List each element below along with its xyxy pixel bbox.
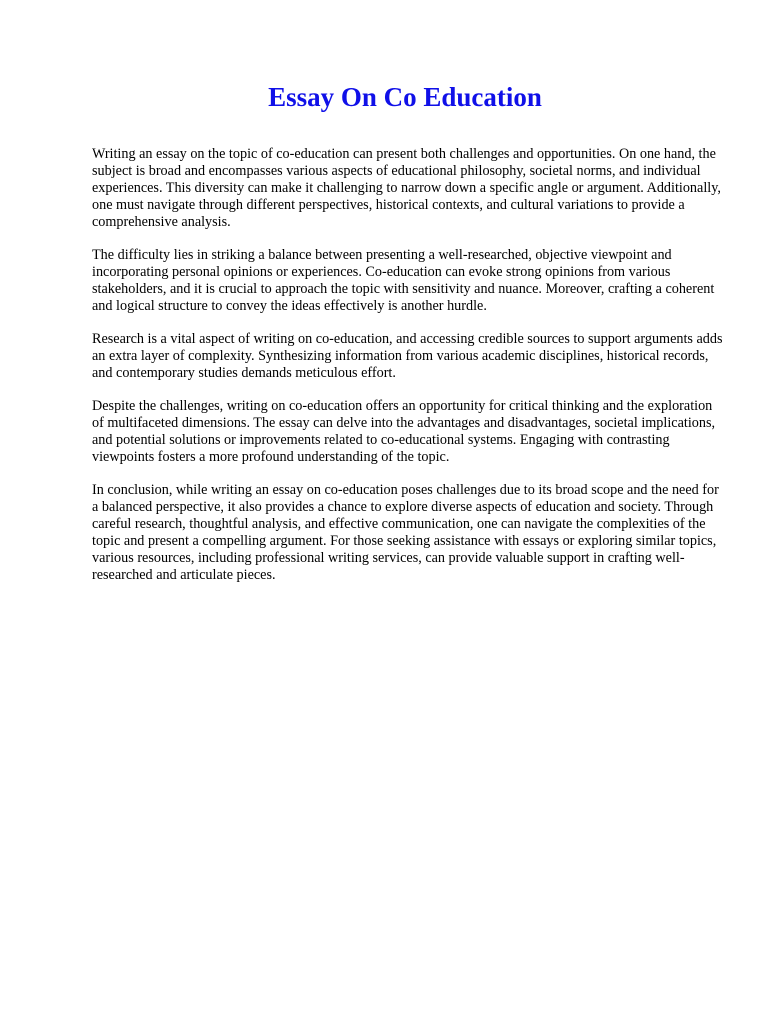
paragraph-4: Despite the challenges, writing on co-education offers an opportunity for critical thinking and the exploration of multifaceted dimensions. The essay can delve into the advantages and disadvantages, societal implications, and potential solutions or improvements related to co-educational systems. Engaging with contrasting viewpoints fosters a more profound understanding of the topic. — [92, 398, 716, 465]
page-title: Essay On Co Education — [268, 82, 542, 112]
essay-body — [92, 146, 724, 600]
paragraph-1: Writing an essay on the topic of co-education can present both challenges and opportunities. On one hand, the subject is broad and encompasses various aspects of educational philosophy, societal norms, and individual experiences. This diversity can make it challenging to narrow down a specific angle or argument. Additionally, one must navigate through different perspectives, historical contexts, and cultural variations to provide a comprehensive analysis. — [92, 146, 721, 230]
paragraph-3: Research is a vital aspect of writing on co-education, and accessing credible sources to support arguments adds an extra layer of complexity. Synthesizing information from various academic disciplines, historical records, and contemporary studies demands meticulous effort. — [92, 331, 723, 381]
paragraph-2: The difficulty lies in striking a balance between presenting a well-researched, objective viewpoint and incorporating personal opinions or experiences. Co-education can evoke strong opinions from various stakeholders, and it is crucial to approach the topic with sensitivity and nuance. Moreover, crafting a coherent and logical structure to convey the ideas effectively is another hurdle. — [92, 247, 715, 314]
paragraph-5: In conclusion, while writing an essay on co-education poses challenges due to its broad scope and the need for a balanced perspective, it also provides a chance to explore diverse aspects of education and society. Through careful research, thoughtful analysis, and effective communication, one can navigate the complexities of the topic and present a compelling argument. For those seeking assistance with essays or exploring similar topics, various resources, including professional writing services, can provide valuable support in crafting well-researched and articulate pieces. — [92, 482, 719, 583]
